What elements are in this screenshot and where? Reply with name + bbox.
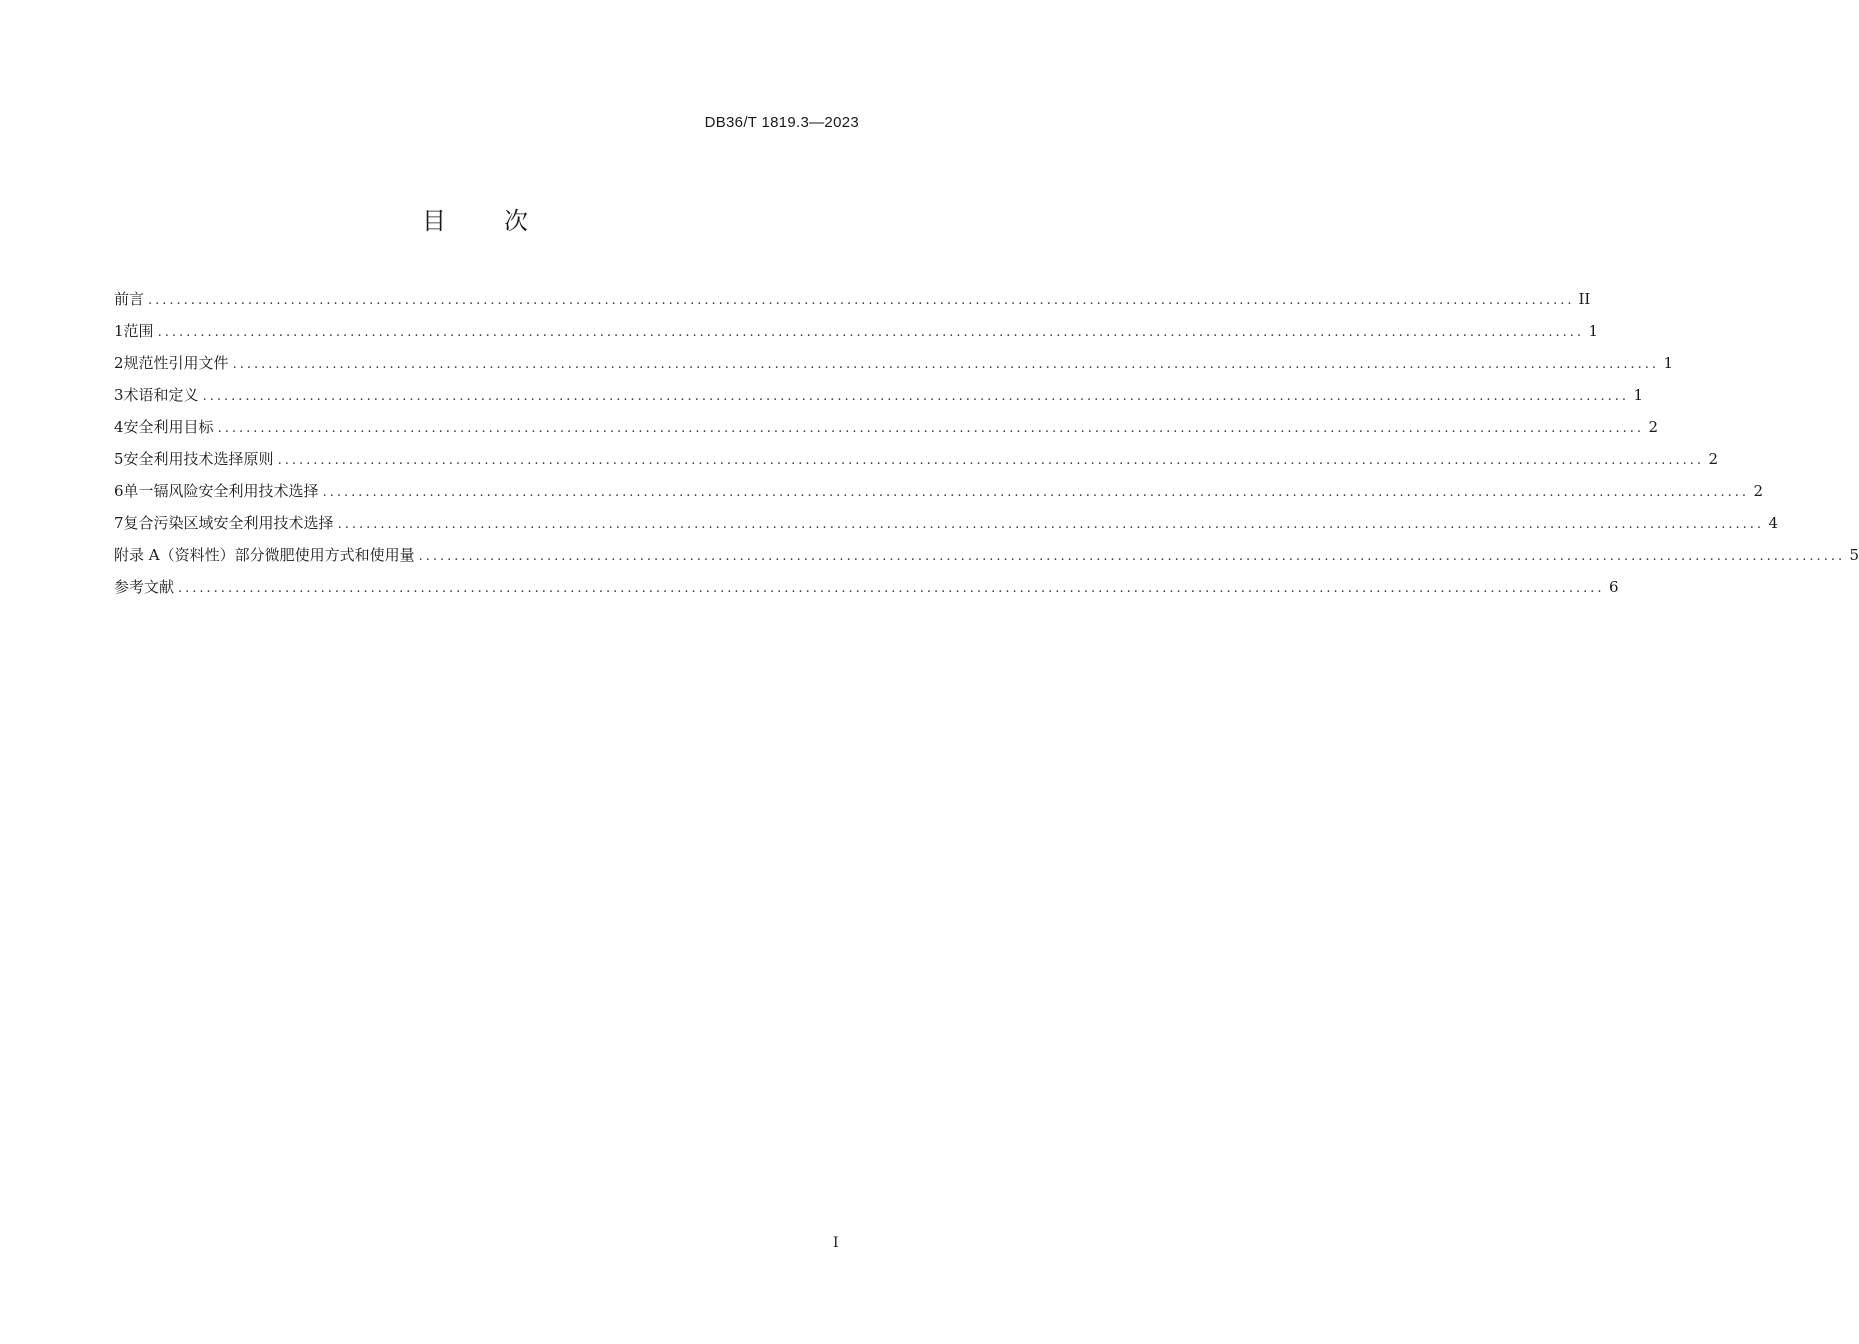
toc-leader: ........................................................................................................................................................................................................ — [157, 325, 1585, 340]
toc-page: 1 — [1588, 322, 1599, 340]
toc-label: 规范性引用文件 — [123, 354, 229, 372]
toc-label: 术语和定义 — [123, 386, 199, 404]
toc-label: 参考文献 — [114, 578, 175, 596]
toc-label: 复合污染区域安全利用技术选择 — [123, 514, 334, 532]
page-number: I — [833, 1235, 839, 1251]
toc-page: 1 — [1663, 354, 1674, 372]
toc-entry-7[interactable] — [114, 512, 1779, 544]
toc-leader: ........................................................................................................................................................................................................ — [178, 581, 1605, 596]
toc-label: 安全利用技术选择原则 — [123, 450, 274, 468]
toc-number: 5 — [114, 450, 124, 468]
table-of-contents — [114, 288, 1859, 608]
toc-number: 4 — [114, 418, 124, 436]
toc-number: 3 — [114, 386, 124, 404]
toc-label: 单一镉风险安全利用技术选择 — [123, 482, 319, 500]
toc-label-appendix-title: 部分微肥使用方式和使用量 — [234, 546, 415, 564]
toc-page: 5 — [1849, 546, 1859, 564]
toc-entry-2[interactable] — [114, 352, 1674, 384]
toc-leader: ........................................................................................................................................................................................................ — [337, 517, 1765, 532]
toc-entry-3[interactable] — [114, 384, 1644, 416]
toc-leader: ........................................................................................................................................................................................................ — [277, 453, 1705, 468]
toc-leader: ........................................................................................................................................................................................................ — [202, 389, 1630, 404]
toc-number: 6 — [114, 482, 124, 500]
toc-leader: ........................................................................................................................................................................................................ — [232, 357, 1660, 372]
toc-label: 前言 — [114, 290, 145, 308]
toc-entry-foreword[interactable] — [114, 288, 1591, 320]
toc-page: 2 — [1648, 418, 1659, 436]
toc-entry-1[interactable] — [114, 320, 1599, 352]
toc-number: 1 — [114, 322, 124, 340]
toc-label: 安全利用目标 — [123, 418, 214, 436]
toc-leader: ........................................................................................................................................................................................................ — [217, 421, 1645, 436]
toc-entry-references[interactable] — [114, 576, 1619, 608]
toc-leader: ........................................................................................................................................................................................................ — [322, 485, 1750, 500]
toc-leader: ........................................................................................................................................................................................................ — [148, 293, 1575, 308]
toc-entry-4[interactable] — [114, 416, 1659, 448]
toc-number: 7 — [114, 514, 124, 532]
toc-label: 附录 A（资料性） — [114, 546, 235, 564]
toc-entry-5[interactable] — [114, 448, 1719, 480]
toc-page: 2 — [1753, 482, 1764, 500]
toc-page: 6 — [1608, 578, 1619, 596]
toc-page: II — [1578, 290, 1591, 308]
page-title: 目次 — [422, 207, 586, 235]
toc-page: 1 — [1633, 386, 1644, 404]
toc-page: 2 — [1708, 450, 1719, 468]
toc-number: 2 — [114, 354, 124, 372]
toc-leader: ........................................................................................................................................................................................................ — [418, 549, 1846, 564]
toc-page: 4 — [1768, 514, 1779, 532]
toc-entry-appendix-a[interactable] — [114, 544, 1859, 576]
toc-label: 范围 — [123, 322, 154, 340]
document-code: DB36/T 1819.3—2023 — [704, 114, 859, 131]
toc-entry-6[interactable] — [114, 480, 1764, 512]
